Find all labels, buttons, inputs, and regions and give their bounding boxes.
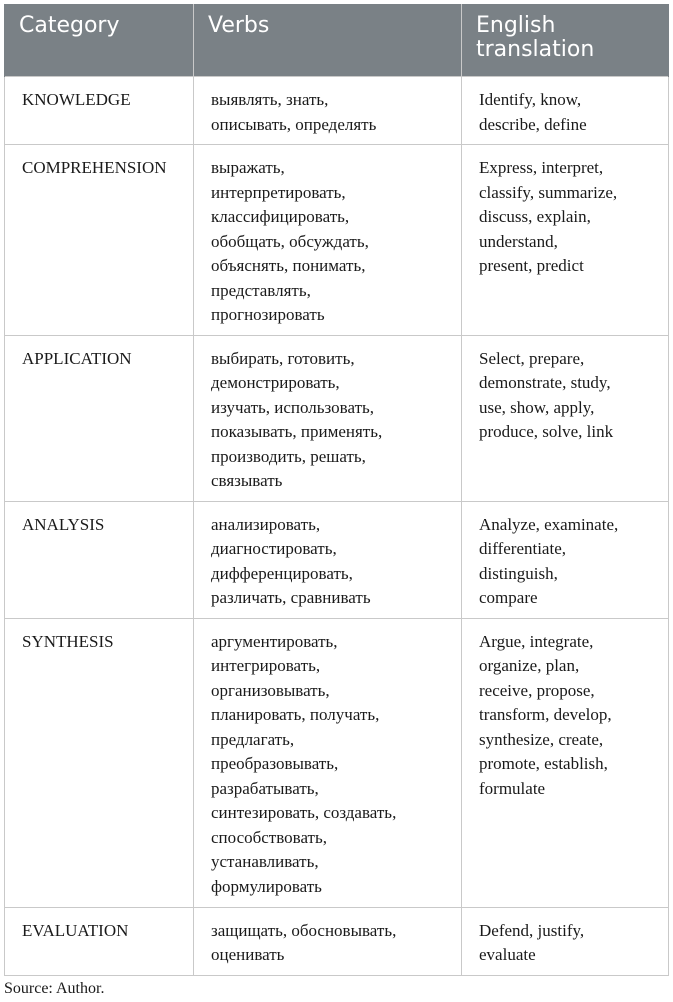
verbs-cell: защищать, обосновывать, оценивать — [194, 907, 462, 975]
category-cell: EVALUATION — [5, 907, 194, 975]
category-cell: APPLICATION — [5, 335, 194, 501]
english-cell: Express, interpret, classify, summarize, discuss, explain, understand, present, predict — [462, 145, 669, 336]
header-english-translation: English translation — [462, 4, 669, 77]
english-cell: Defend, justify, evaluate — [462, 907, 669, 975]
table-body — [5, 77, 669, 976]
header-category: Category — [5, 4, 194, 77]
verbs-cell: анализировать, диагностировать, дифференцировать, различать, сравнивать — [194, 501, 462, 618]
header-verbs: Verbs — [194, 4, 462, 77]
english-cell: Select, prepare, demonstrate, study, use, show, apply, produce, solve, link — [462, 335, 669, 501]
category-cell: SYNTHESIS — [5, 618, 194, 907]
category-cell: KNOWLEDGE — [5, 77, 194, 145]
verbs-cell: выражать, интерпретировать, классифицировать, обобщать, обсуждать, объяснять, понимать, представлять, прогнозировать — [194, 145, 462, 336]
english-cell: Analyze, examinate, differentiate, distinguish, compare — [462, 501, 669, 618]
header-row — [5, 4, 669, 77]
english-cell: Argue, integrate, organize, plan, receive, propose, transform, develop, synthesize, create, promote, establish, formulate — [462, 618, 669, 907]
category-cell: COMPREHENSION — [5, 145, 194, 336]
table-row-comprehension — [5, 145, 669, 336]
english-cell: Identify, know, describe, define — [462, 77, 669, 145]
table-row-knowledge — [5, 77, 669, 145]
table-row-evaluation — [5, 907, 669, 975]
verbs-table — [4, 4, 669, 976]
table-row-analysis — [5, 501, 669, 618]
category-cell: ANALYSIS — [5, 501, 194, 618]
verbs-cell: выбирать, готовить, демонстрировать, изучать, использовать, показывать, применять, производить, решать, связывать — [194, 335, 462, 501]
table-row-synthesis — [5, 618, 669, 907]
table-header — [5, 4, 669, 77]
verbs-table-container — [4, 4, 668, 976]
source-note: Source: Author. — [4, 980, 105, 997]
verbs-cell: аргументировать, интегрировать, организовывать, планировать, получать, предлагать, преобразовывать, разрабатывать, синтезировать, создавать, способствовать, устанавливать, формулировать — [194, 618, 462, 907]
verbs-cell: выявлять, знать, описывать, определять — [194, 77, 462, 145]
table-row-application — [5, 335, 669, 501]
